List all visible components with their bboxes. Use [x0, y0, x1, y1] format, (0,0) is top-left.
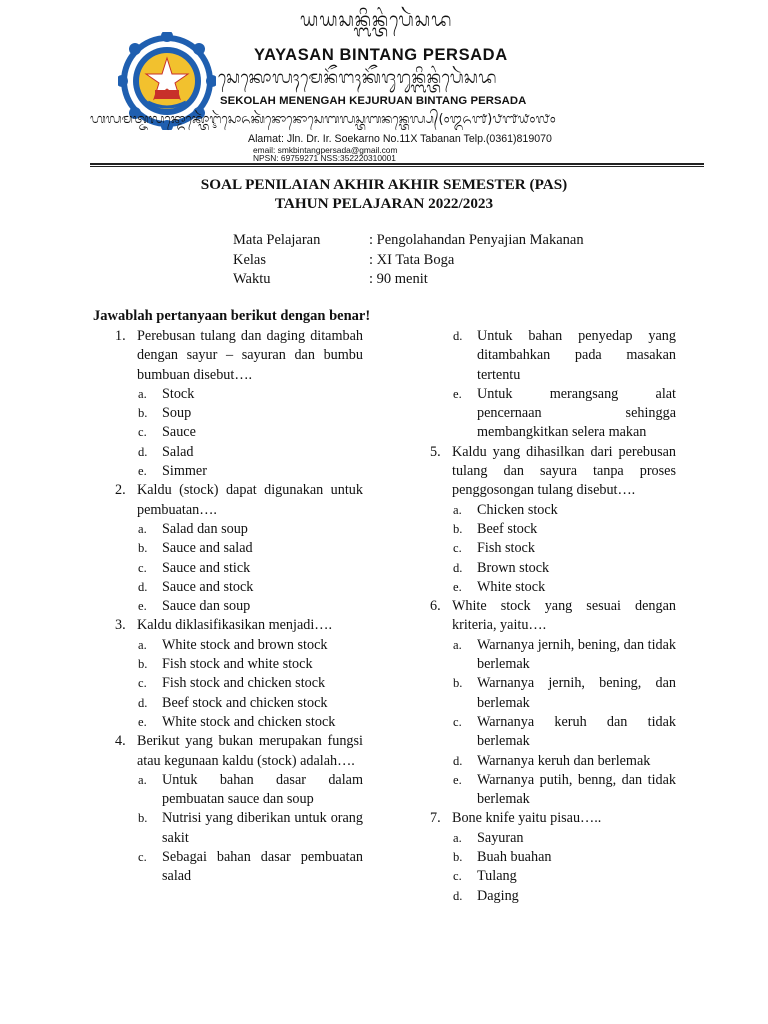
option-text: White stock and chicken stock: [162, 713, 336, 730]
option-text: Daging: [477, 887, 519, 904]
question-text: Kaldu (stock) dapat digunakan untuk pembuatan….: [137, 482, 363, 518]
option-letter: d.: [138, 444, 148, 459]
question: [115, 732, 363, 771]
balinese-school-name: ᬲᬾᬓᭀᬮᬄᬫᬾᬦᭂᬗᬄᬓᭂᬚᬸᬭᬸᬦ᭄ᬩᬶᬦ᭄ᬢᬂᬧᬾᬃᬲᬤ: [218, 68, 498, 88]
question-number: 1.: [115, 328, 126, 344]
option-text: Buah buahan: [477, 849, 552, 866]
letterhead-divider-thin: [90, 166, 704, 167]
option-text: Salad dan soup: [162, 520, 248, 537]
option-text: Untuk bahan dasar dalam pembuatan sauce dan soup: [162, 771, 363, 808]
answer-option: [115, 771, 363, 810]
option-letter: a.: [138, 521, 147, 536]
option-text: Warnanya keruh dan berlemak: [477, 752, 651, 769]
answer-option: [430, 520, 676, 539]
question: [430, 443, 676, 501]
option-text: Fish stock and chicken stock: [162, 675, 326, 692]
question-number: 5.: [430, 443, 441, 460]
answer-option: [430, 848, 676, 867]
question-number: 4.: [115, 733, 126, 750]
option-letter: d.: [453, 329, 463, 343]
question: [115, 327, 363, 385]
answer-option: [430, 674, 676, 713]
option-letter: e.: [453, 386, 462, 401]
option-letter: e.: [138, 599, 147, 614]
answer-option: [430, 829, 676, 848]
answer-option: [115, 655, 363, 674]
school-email: email: smkbintangpersada@gmail.com: [253, 145, 398, 155]
subject-label: Mata Pelajaran: [233, 232, 321, 248]
option-text: Warnanya keruh dan tidak berlemak: [477, 713, 676, 750]
answer-option: [115, 848, 363, 887]
letterhead-divider: [90, 163, 704, 165]
option-text: Untuk bahan penyedap yang ditambahkan pada masakan tertentu: [477, 328, 676, 383]
subject-value: : Pengolahandan Penyajian Makanan: [369, 232, 584, 248]
answer-option: [115, 674, 363, 693]
answer-option: [115, 462, 363, 481]
time-label: Waktu: [233, 271, 271, 287]
option-letter: c.: [453, 541, 462, 556]
option-text: White stock: [477, 578, 546, 595]
answer-option: [115, 578, 363, 597]
balinese-address: ᬳᬮᬫᬢ᭄ᬚᬮᬦ᭄ᬤᭀᬓ᭄ᬢᭀᬃᬇᬃᬲᭀᬏᬓᬃᬦᭀᬦᭀᬲᬾᬩᬮᬲ᭄ᬢᬩᬦᬦ᭄ᬢᬾᬮ᭄ᬧ᭄(᭐᭓᭖᭑)᭘᭑᭙᭐᭗᭐: [90, 112, 556, 127]
option-text: Sebagai bahan dasar pembuatan salad: [162, 849, 363, 885]
answer-option: [115, 636, 363, 655]
option-letter: d.: [138, 579, 148, 594]
option-letter: b.: [453, 676, 463, 691]
option-letter: b.: [138, 541, 148, 556]
answer-option: [430, 867, 676, 886]
option-text: Warnanya jernih, bening, dan berlemak: [477, 675, 676, 711]
option-letter: b.: [138, 406, 148, 421]
option-letter: c.: [138, 850, 147, 865]
answer-option: [430, 771, 676, 810]
option-letter: a.: [138, 772, 147, 787]
option-text: Tulang: [477, 868, 517, 885]
answer-option: [430, 752, 676, 771]
question-number: 7.: [430, 810, 441, 827]
option-text: Beef stock: [477, 520, 538, 537]
option-text: Soup: [162, 405, 192, 422]
option-letter: d.: [453, 560, 463, 575]
option-letter: a.: [453, 502, 462, 517]
option-letter: b.: [453, 521, 463, 536]
option-letter: a.: [453, 830, 462, 845]
answer-option: [430, 887, 676, 906]
option-text: Sauce: [162, 424, 196, 441]
option-text: Warnanya putih, benng, dan tidak berlemak: [477, 771, 676, 808]
class-value: : XI Tata Boga: [369, 252, 455, 268]
answer-option: [430, 385, 676, 443]
question-text: White stock yang sesuai dengan kriteria, yaitu….: [452, 598, 676, 634]
question-text: Kaldu diklasifikasikan menjadi….: [137, 617, 333, 634]
answer-option: [115, 539, 363, 558]
question-text: Perebusan tulang dan daging ditambah dengan sayur – sayuran dan bumbu bumbuan disebut….: [137, 328, 363, 383]
option-letter: d.: [453, 888, 463, 903]
answer-option: [115, 385, 363, 404]
option-letter: b.: [453, 850, 463, 865]
option-text: Sauce dan soup: [162, 598, 251, 615]
answer-option: [115, 597, 363, 616]
answer-option: [115, 559, 363, 578]
option-letter: b.: [138, 811, 148, 826]
option-text: Nutrisi yang diberikan untuk orang sakit: [162, 810, 363, 846]
option-text: Untuk merangsang alat pencernaan sehingga membangkitkan selera makan: [477, 385, 676, 441]
exam-title: SOAL PENILAIAN AKHIR AKHIR SEMESTER (PAS): [200, 176, 568, 193]
option-text: Brown stock: [477, 559, 550, 576]
option-letter: a.: [138, 637, 147, 652]
answer-option: [430, 713, 676, 752]
question: [430, 597, 676, 636]
answer-option: [430, 501, 676, 520]
option-text: Sayuran: [477, 829, 524, 846]
option-text: White stock and brown stock: [162, 636, 328, 653]
question-text: Berikut yang bukan merupakan fungsi atau kegunaan kaldu (stock) adalah….: [137, 733, 363, 769]
question-number: 3.: [115, 617, 126, 634]
option-text: Sauce and stick: [162, 559, 251, 576]
option-text: Fish stock and white stock: [162, 656, 313, 673]
option-text: Sauce and stock: [162, 578, 254, 595]
option-text: Sauce and salad: [162, 540, 253, 557]
questions-left-column: [115, 327, 363, 887]
answer-option: [430, 636, 676, 675]
question: [430, 809, 676, 828]
answer-option: [430, 539, 676, 558]
class-label: Kelas: [233, 252, 267, 268]
option-letter: e.: [453, 579, 462, 594]
option-letter: a.: [138, 386, 147, 401]
option-letter: d.: [138, 695, 148, 710]
option-text: Warnanya jernih, bening, dan tidak berlemak: [477, 636, 676, 673]
option-letter: d.: [453, 753, 463, 768]
answer-option: [430, 559, 676, 578]
option-letter: e.: [138, 464, 147, 479]
option-text: Fish stock: [477, 540, 535, 557]
option-letter: e.: [138, 714, 147, 729]
answer-option: [115, 520, 363, 539]
option-text: Chicken stock: [477, 501, 558, 518]
question-text: Bone knife yaitu pisau…..: [452, 810, 602, 827]
option-letter: e.: [453, 772, 462, 787]
school-name: SEKOLAH MENENGAH KEJURUAN BINTANG PERSADA: [220, 95, 527, 107]
instruction: Jawablah pertanyaan berikut dengan benar!: [93, 308, 371, 324]
time-value: : 90 menit: [369, 271, 428, 287]
option-letter: a.: [453, 637, 462, 652]
option-letter: c.: [138, 560, 147, 575]
option-text: Salad: [162, 443, 194, 460]
school-address: Alamat: Jln. Dr. Ir. Soekarno No.11X Tabanan Telp.(0361)819070: [248, 133, 552, 145]
option-letter: c.: [138, 676, 147, 691]
question: [115, 616, 363, 635]
option-letter: c.: [138, 425, 147, 440]
answer-option: [115, 404, 363, 423]
school-npsn: NPSN: 69759271 NSS:352220310001: [253, 153, 396, 163]
question: [115, 481, 363, 520]
questions-right-column: [430, 327, 676, 906]
answer-option: [430, 578, 676, 597]
question-number: 6.: [430, 598, 441, 615]
balinese-foundation-name: ᬬᬬᬲᬦ᭄ᬩᬶᬦ᭄ᬢᬂᬧᬾᬃᬲᬤ: [300, 9, 453, 31]
option-text: Beef stock and chicken stock: [162, 694, 328, 711]
question-number: 2.: [115, 482, 126, 499]
foundation-name: YAYASAN BINTANG PERSADA: [254, 46, 508, 64]
question-text: Kaldu yang dihasilkan dari perebusan tulang dan sayura tanpa proses penggosongan tulang disebut….: [452, 443, 676, 499]
answer-option: [115, 713, 363, 732]
option-letter: c.: [453, 869, 462, 884]
option-letter: b.: [138, 657, 148, 672]
option-letter: c.: [453, 714, 462, 729]
answer-option: [115, 694, 363, 713]
answer-option: [115, 443, 363, 462]
option-text: Stock: [162, 385, 195, 402]
option-text: Simmer: [162, 463, 207, 480]
answer-option: [430, 327, 676, 385]
academic-year: TAHUN PELAJARAN 2022/2023: [274, 195, 494, 212]
answer-option: [115, 809, 363, 848]
answer-option: [115, 423, 363, 442]
